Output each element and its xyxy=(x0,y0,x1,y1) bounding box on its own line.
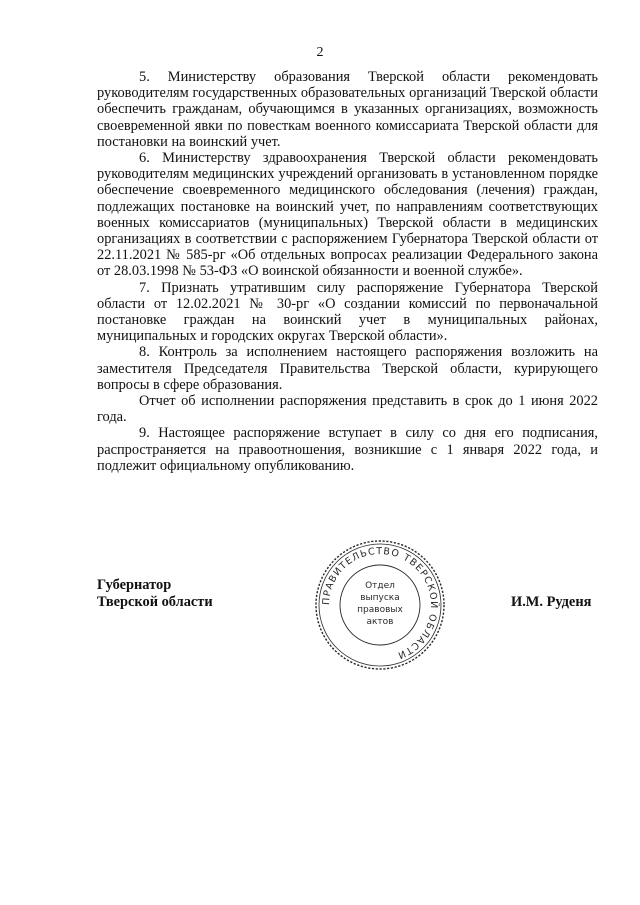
stamp-ring-text: ПРАВИТЕЛЬСТВО ТВЕРСКОЙ ОБЛАСТИ xyxy=(320,545,440,661)
signatory-title-line2: Тверской области xyxy=(97,594,213,610)
signatory-name: И.М. Руденя xyxy=(511,594,592,610)
stamp-center-line3: правовых xyxy=(357,605,403,615)
signatory-title-line1: Губернатор xyxy=(97,577,172,593)
paragraph-report: Отчет об исполнении распоряжения представить в срок до 1 июня 2022 года. xyxy=(97,393,598,426)
document-body xyxy=(97,69,598,474)
paragraph-6: 6. Министерству здравоохранения Тверской области рекомендовать руководителям медицинских учреждений организовать в установленном порядке обеспечение своевременного медицинского обследования (лечения) граждан, подлежащих постановке на воинский учет, по направлениям соответствующих военных комиссариатов (муниципальных) Тверской области в медицинских организациях в соответствии с распоряжением Губернатора Тверской области от 22.11.2021 № 585-рг «Об отдельных вопросах реализации Федерального закона от 28.03.1998 № 53-ФЗ «О воинской обязанности и военной службе». xyxy=(97,150,598,280)
paragraph-9: 9. Настоящее распоряжение вступает в силу со дня его подписания, распространяется на правоотношения, возникшие с 1 января 2022 года, и подлежит официальному опубликованию. xyxy=(97,425,598,474)
paragraph-5: 5. Министерству образования Тверской области рекомендовать руководителям государственных образовательных организаций Тверской области обеспечить гражданам, обучающимся в указанных организациях, возможность своевременной явки по повесткам военного комиссариата Тверской области для постановки на воинский учет. xyxy=(97,69,598,150)
paragraph-7: 7. Признать утратившим силу распоряжение Губернатора Тверской области от 12.02.2021 № 30-рг «О создании комиссий по первоначальной постановке граждан на воинский учет в муниципальных районах, муниципальных и городских округах Тверской области». xyxy=(97,279,598,345)
official-stamp xyxy=(312,537,448,673)
stamp-center-line4: актов xyxy=(366,617,394,627)
stamp-center-line1: Отдел xyxy=(365,581,395,591)
stamp-center-line2: выпуска xyxy=(360,593,400,603)
paragraph-8: 8. Контроль за исполнением настоящего распоряжения возложить на заместителя Председателя Правительства Тверской области, курирующего вопросы в сфере образования. xyxy=(97,344,598,393)
page-number: 2 xyxy=(316,45,324,60)
stamp-graphic xyxy=(312,537,448,673)
signatory-title xyxy=(97,577,213,611)
